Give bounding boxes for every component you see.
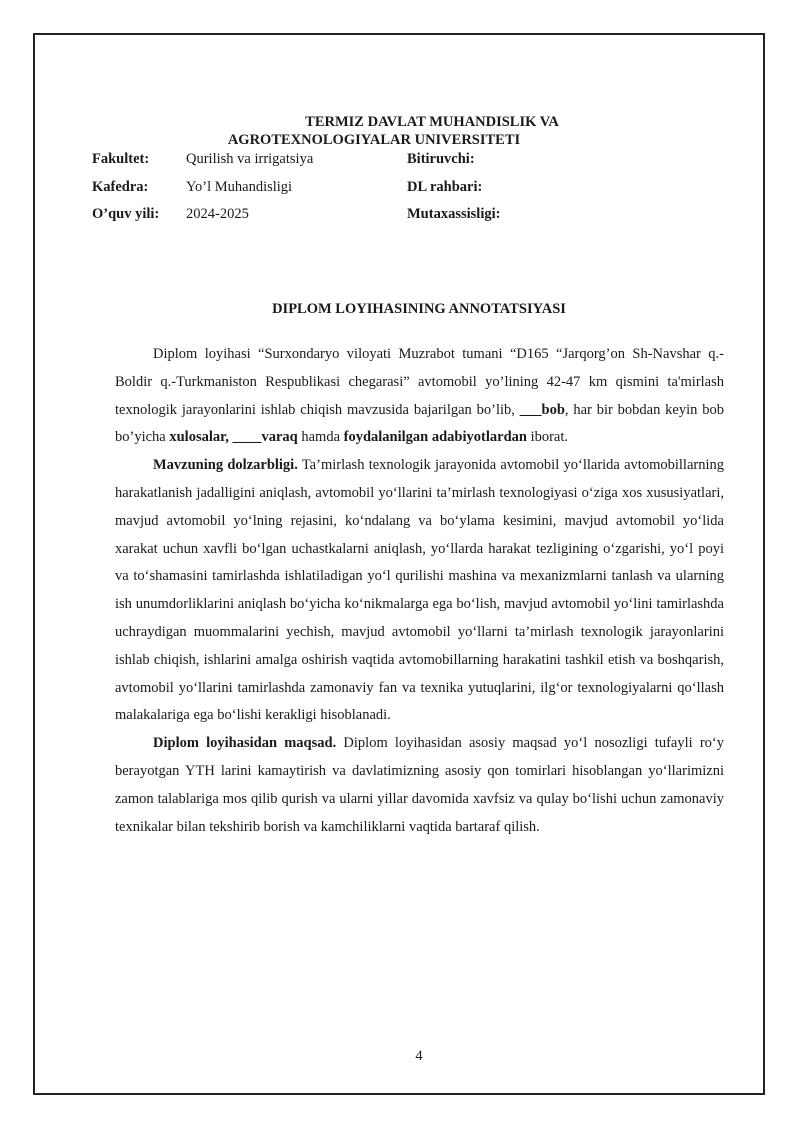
paragraph-intro	[115, 341, 724, 452]
graduate-label: Bitiruvchi:	[407, 151, 475, 167]
supervisor-label: DL rahbari:	[407, 178, 483, 195]
faculty-label: Fakultet:	[92, 151, 150, 167]
goal-text: Diplom loyihasidan asosiy maqsad yo‘l nosozligi tufayli ro‘y berayotgan YTH larini kamaytirish va davlatimizning asosiy qon tomirlari hisoblangan yo‘llarimizni zamon talablariga mos qilib qurish va ularni yillar davomida xavfsiz va qulay bo‘lishi uchun zamonaviy texnikalar bilan tekshirib borish va kamchiliklarni vaqtida bartaraf qilish.	[115, 735, 724, 835]
info-block	[92, 148, 732, 231]
paragraph-goal	[115, 730, 724, 841]
intro-bold-literature: foydalanilgan adabiyotlardan	[343, 429, 527, 446]
intro-bold-chapters: ___bob	[519, 401, 565, 418]
relevance-heading: Mavzuning dolzarbligi.	[153, 457, 298, 474]
academic-year-label: O’quv yili:	[92, 206, 160, 222]
relevance-text: Ta’mirlash texnologik jarayonida avtomobil yo‘llarida avtomobillarning harakatlanish jadalligini aniqlash, avtomobil yo‘llarini ta’mirlash texnologiyasi o‘ziga xos xususiyatlari, mavjud avtomobil yo‘lning rejasini, ko‘ndalang va bo‘ylama kesimini, mavjud avtomobil yo‘lida xarakat uchun xavfli bo‘lgan uchastkalarni aniqlash, yo‘llarda harakat tezligining o‘zgarishi, yo‘l poyi va to‘shamasini tamirlashda ishlatiladigan yo‘l qurilishi mashina va mexanizmlarni tanlash va ularning ish unumdorliklarini aniqlash bo‘yicha ko‘nikmalarga ega bo‘lish, mavjud avtomobil yo‘lini tamirlashda uchraydigan muommalarini yechish, mavjud avtomobil yo‘llarni ta’mirlash texnologik jarayonlarini ishlab chiqish, ishlarini amalga oshirish vaqtida avtomobillarning harakatini tashkil etish va boshqarish, avtomobil yo‘llarini tamirlashda zamonaviy fan va texnika yutuqlarini, ilg‘or texnologiyalarni qo‘llash malakalariga ega bo‘lishi kerakligi hisoblanadi.	[115, 457, 724, 724]
goal-heading: Diplom loyihasidan maqsad.	[153, 735, 337, 752]
university-title-line2: AGROTEXNOLOGIYALAR UNIVERSITETI	[227, 132, 521, 148]
paragraph-relevance	[115, 452, 724, 730]
intro-bold-conclusions: xulosalar, ____varaq	[169, 429, 298, 446]
section-title: DIPLOM LOYIHASINING ANNOTATSIYASI	[272, 301, 566, 317]
intro-text-e: hamda	[297, 429, 344, 446]
intro-text-g: iborat.	[526, 429, 569, 446]
academic-year-value: 2024-2025	[186, 206, 249, 222]
specialty-label: Mutaxassisligi:	[407, 206, 501, 222]
info-row-faculty	[92, 148, 732, 176]
university-title-line1: TERMIZ DAVLAT MUHANDISLIK VA	[305, 114, 559, 130]
department-value: Yo’l Muhandisligi	[186, 178, 293, 195]
info-row-academic-year	[92, 203, 732, 231]
intro-text-c: , har bir bobdan keyin bob bo’yicha	[115, 401, 724, 446]
page-number: 4	[415, 1048, 423, 1064]
department-label: Kafedra:	[92, 178, 149, 195]
annotation-body	[115, 341, 724, 841]
intro-text-a: Diplom loyihasi “Surxondaryo viloyati Muzrabot tumani “D165 “Jarqorg’on Sh-Navshar q.-Boldir q.-Turkmaniston Respublikasi chegarasi” avtomobil yo’lining 42-47 km qismini ta'mirlash texnologik jarayonlarini ishlab chiqish mavzusida bajarilgan bo’lib,	[115, 346, 724, 418]
info-row-department	[92, 176, 732, 204]
faculty-value: Qurilish va irrigatsiya	[186, 151, 314, 167]
